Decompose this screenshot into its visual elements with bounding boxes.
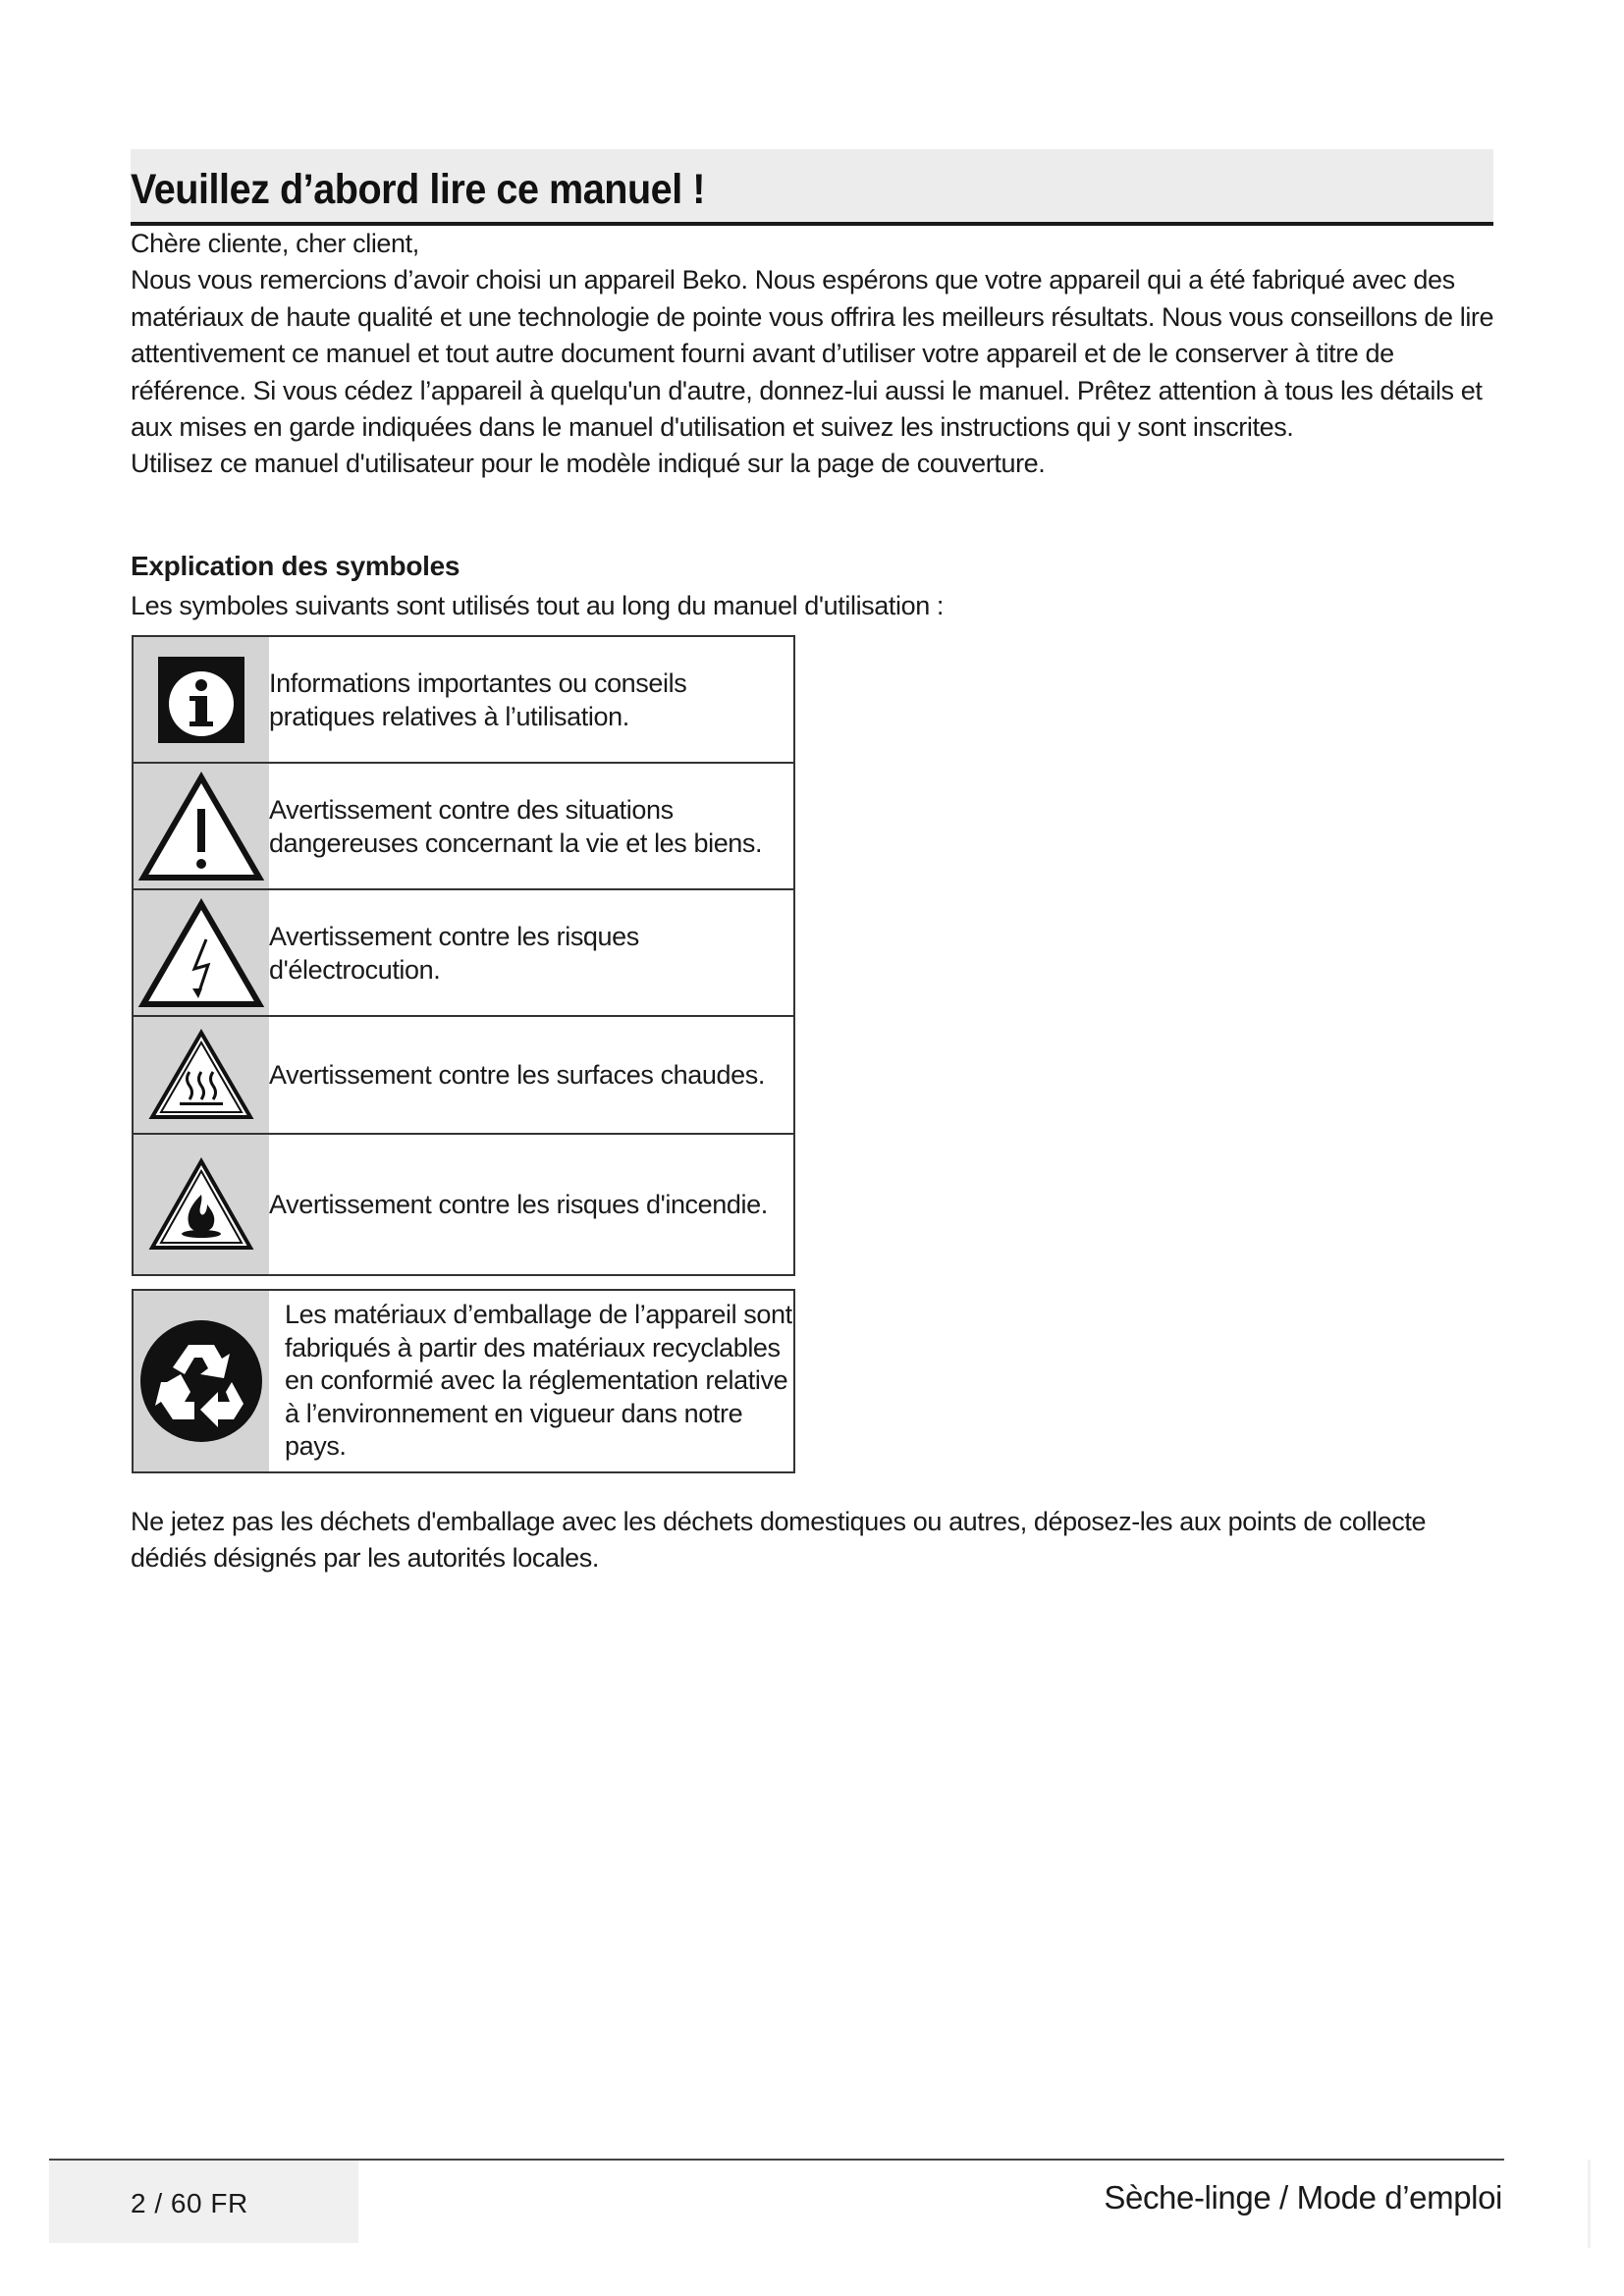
info-icon: [134, 653, 269, 747]
symbol-description: Avertissement contre les surfaces chaudes.: [269, 1016, 794, 1134]
symbol-row: [133, 1134, 794, 1275]
disposal-note: Ne jetez pas les déchets d'emballage avec les déchets domestiques ou autres, déposez-les aux points de collecte dédiés désignés par les autorités locales.: [131, 1507, 1427, 1574]
symbol-row: [133, 763, 794, 889]
greeting: Chère cliente, cher client,: [131, 229, 419, 258]
symbol-description: Avertissement contre les risques d'incendie.: [269, 1134, 794, 1275]
title-band: [131, 149, 1493, 226]
hot-surface-warning-icon: [134, 1027, 269, 1123]
symbol-row: [133, 1290, 794, 1472]
footer-edge-mark: [1588, 2160, 1591, 2248]
fire-warning-icon: [134, 1155, 269, 1254]
symbols-intro: Les symboles suivants sont utilisés tout au long du manuel d'utilisation :: [131, 591, 945, 620]
symbol-description: Avertissement contre les risques d'électrocution.: [269, 889, 794, 1016]
usage-note: Utilisez ce manuel d'utilisateur pour le modèle indiqué sur la page de couverture.: [131, 449, 1046, 479]
symbols-table: [132, 635, 795, 1276]
symbol-row: [133, 1016, 794, 1134]
footer-page-box: [49, 2161, 358, 2243]
intro-paragraph: Nous vous remercions d’avoir choisi un appareil Beko. Nous espérons que votre appareil qui a été fabriqué avec des matériaux de haute qualité et une technologie de pointe vous offrira les meilleurs résultats. Nous vous conseillons de lire attentivement ce manuel et tout autre document fourni avant d’utiliser votre appareil et de le conserver à titre de référence. Si vous cédez l’appareil à quelqu'un d'autre, donnez-lui aussi le manuel. Prêtez attention à tous les détails et aux mises en garde indiquées dans le manuel d'utilisation et suivez les instructions qui y sont inscrites.: [131, 265, 1494, 443]
symbol-row: [133, 889, 794, 1016]
footer-document-title: Sèche-linge / Mode d’emploi: [1104, 2179, 1502, 2216]
recycle-icon: [134, 1317, 269, 1445]
recycling-description: Les matériaux d’emballage de l’appareil sont fabriqués à partir des matériaux recyclables en conformié avec la réglementation relative à l’environnement en vigueur dans notre pays.: [285, 1300, 792, 1462]
page-title: Veuillez d’abord lire ce manuel !: [131, 166, 706, 213]
symbol-row: [133, 636, 794, 763]
symbol-description: Informations importantes ou conseils pratiques relatives à l’utilisation.: [269, 667, 687, 731]
recycling-table: [132, 1289, 795, 1473]
warning-exclamation-icon: [134, 772, 269, 881]
page-number: 2 / 60 FR: [131, 2188, 248, 2218]
symbol-description: Avertissement contre des situations dangereuses concernant la vie et les biens.: [269, 763, 794, 889]
symbols-heading: Explication des symboles: [131, 551, 460, 581]
intro-section: [131, 226, 1505, 483]
electric-shock-warning-icon: [134, 898, 269, 1008]
